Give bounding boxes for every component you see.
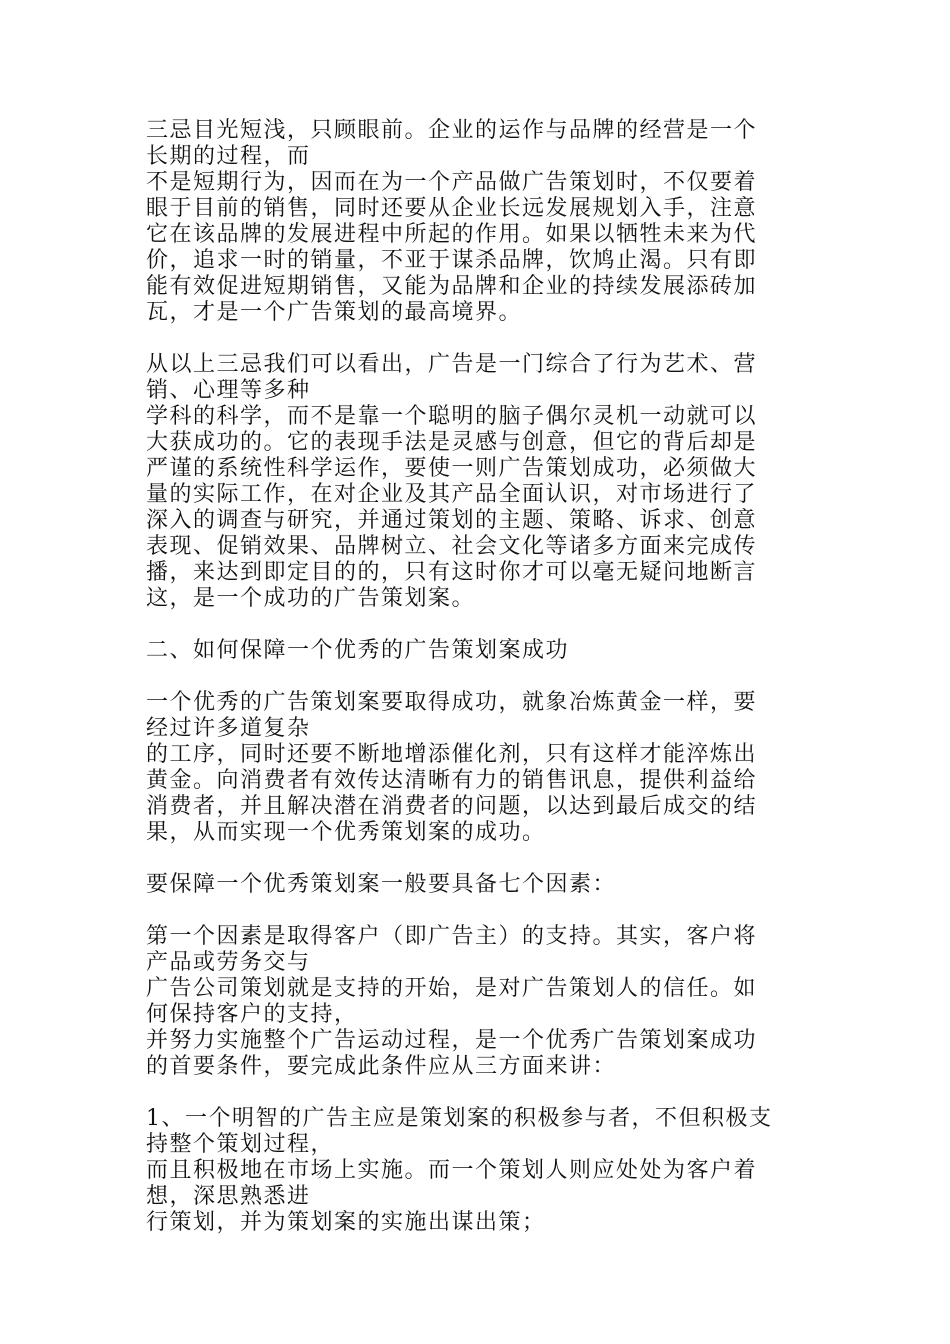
text-line: 1、一个明智的广告主应是策划案的积极参与者，不但积极支 xyxy=(146,1106,773,1131)
text-line: 并努力实施整个广告运动过程，是一个优秀广告策划案成功 xyxy=(146,1028,758,1053)
document-page xyxy=(146,118,810,1262)
text-line: 第一个因素是取得客户（即广告主）的支持。其实，客户将 xyxy=(146,924,758,949)
text-line: 价，追求一时的销量，不亚于谋杀品牌，饮鸠止渴。只有即 xyxy=(146,248,758,273)
text-line: 一个优秀的广告策划案要取得成功，就象冶炼黄金一样，要 xyxy=(146,690,758,715)
paragraph-three-taboos-short-sighted xyxy=(146,118,810,326)
text-line: 表现、促销效果、品牌树立、社会文化等诸多方面来完成传 xyxy=(146,534,758,559)
paragraph-advertising-is-science xyxy=(146,352,810,612)
text-line: 消费者，并且解决潜在消费者的问题，以达到最后成交的结 xyxy=(146,794,758,819)
paragraph-refining-gold xyxy=(146,690,810,846)
text-line: 瓦，才是一个广告策划的最高境界。 xyxy=(146,300,523,325)
text-line: 产品或劳务交与 xyxy=(146,950,311,975)
text-line: 学科的科学，而不是靠一个聪明的脑子偶尔灵机一动就可以 xyxy=(146,404,758,429)
text-line: 长期的过程，而 xyxy=(146,144,311,169)
text-line: 想，深思熟悉进 xyxy=(146,1184,311,1209)
paragraph-first-factor xyxy=(146,924,810,1080)
text-line: 销、心理等多种 xyxy=(146,378,311,403)
text-line: 何保持客户的支持， xyxy=(146,1002,358,1027)
text-line: 果，从而实现一个优秀策划案的成功。 xyxy=(146,820,546,845)
text-line: 这，是一个成功的广告策划案。 xyxy=(146,586,476,611)
text-line: 大获成功的。它的表现手法是灵感与创意，但它的背后却是 xyxy=(146,430,758,455)
text-line: 播，来达到即定目的的，只有这时你才可以毫无疑问地断言 xyxy=(146,560,758,585)
text-line: 严谨的系统性科学运作，要使一则广告策划成功，必须做大 xyxy=(146,456,758,481)
text-line: 不是短期行为，因而在为一个产品做广告策划时，不仅要着 xyxy=(146,170,758,195)
text-line: 量的实际工作，在对企业及其产品全面认识，对市场进行了 xyxy=(146,482,758,507)
text-line: 要保障一个优秀策划案一般要具备七个因素： xyxy=(146,872,617,897)
section-heading xyxy=(146,638,810,664)
text-line: 广告公司策划就是支持的开始，是对广告策划人的信任。如 xyxy=(146,976,758,1001)
paragraph-point-one xyxy=(146,1106,810,1236)
text-line: 持整个策划过程， xyxy=(146,1132,335,1157)
text-line: 黄金。向消费者有效传达清晰有力的销售讯息，提供利益给 xyxy=(146,768,758,793)
section-title: 二、如何保障一个优秀的广告策划案成功 xyxy=(146,638,570,663)
text-line: 经过许多道复杂 xyxy=(146,716,311,741)
text-line: 行策划，并为策划案的实施出谋出策； xyxy=(146,1210,546,1235)
text-line: 眼于目前的销售，同时还要从企业长远发展规划入手，注意 xyxy=(146,196,758,221)
text-line: 的首要条件，要完成此条件应从三方面来讲： xyxy=(146,1054,617,1079)
text-line: 的工序，同时还要不断地增添催化剂，只有这样才能淬炼出 xyxy=(146,742,758,767)
text-line: 从以上三忌我们可以看出，广告是一门综合了行为艺术、营 xyxy=(146,352,758,377)
text-line: 而且积极地在市场上实施。而一个策划人则应处处为客户着 xyxy=(146,1158,758,1183)
text-line: 深入的调查与研究，并通过策划的主题、策略、诉求、创意 xyxy=(146,508,758,533)
text-line: 它在该品牌的发展进程中所起的作用。如果以牺牲未来为代 xyxy=(146,222,758,247)
paragraph-seven-factors xyxy=(146,872,810,898)
text-line: 能有效促进短期销售，又能为品牌和企业的持续发展添砖加 xyxy=(146,274,758,299)
text-line: 三忌目光短浅，只顾眼前。企业的运作与品牌的经营是一个 xyxy=(146,118,758,143)
